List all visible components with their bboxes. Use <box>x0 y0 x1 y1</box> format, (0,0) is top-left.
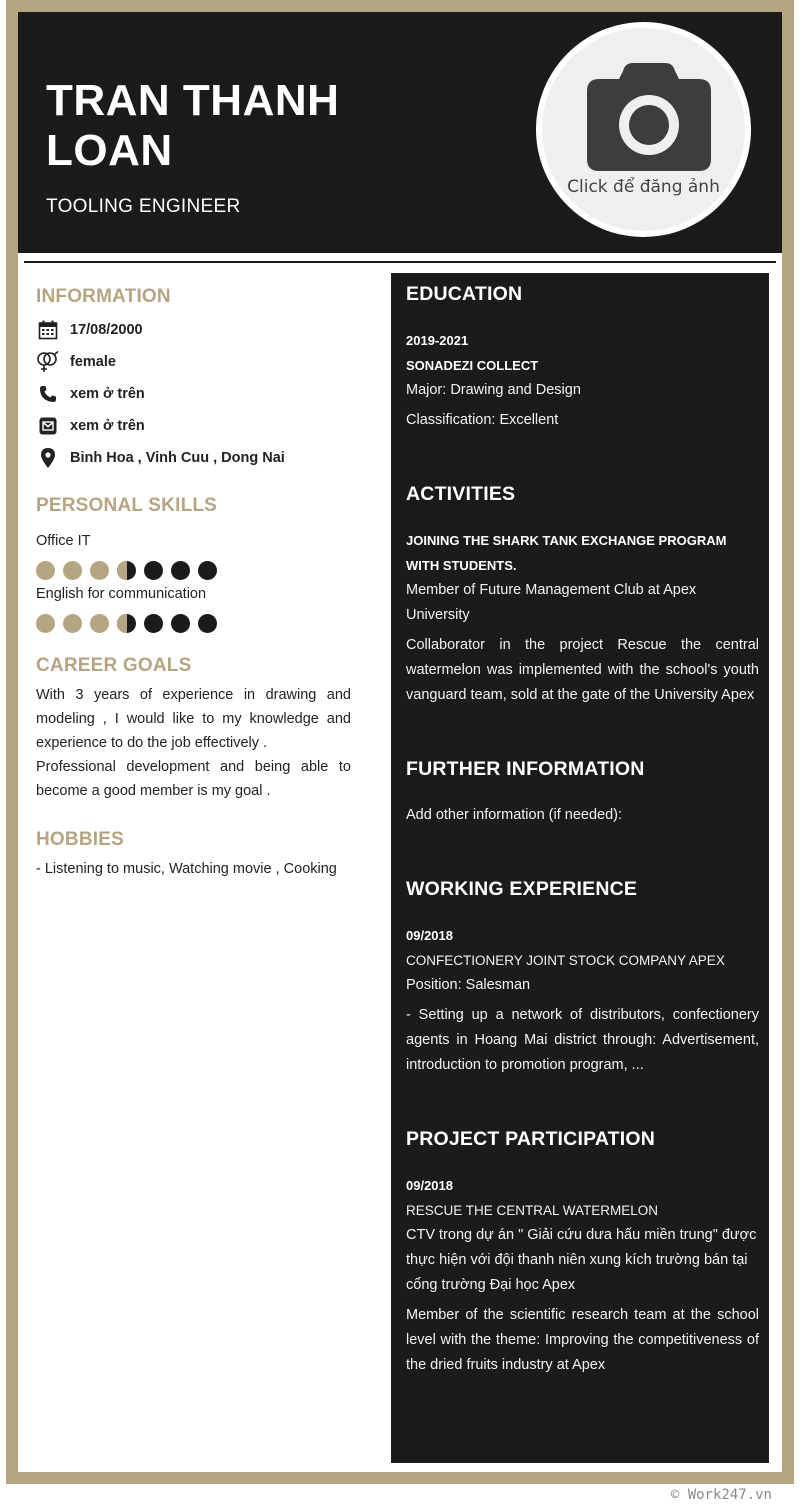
project-description: CTV trong dự án " Giải cứu dưa hấu miền trung" được thực hiện với đội thanh niên xung kích trường bán tại cổng trường Đại học Apex <box>406 1227 757 1293</box>
rating-dot <box>63 561 82 580</box>
rating-dot <box>171 561 190 580</box>
email-value[interactable]: xem ở trên <box>70 418 145 434</box>
rating-dot <box>36 614 55 633</box>
rating-dot <box>144 614 163 633</box>
avatar-upload-label[interactable]: Click để đăng ảnh <box>567 177 720 197</box>
further-info-text[interactable]: Add other information (if needed): <box>406 807 623 823</box>
career-goal-line: Professional development and being able to become a good member is my goal . <box>36 759 351 799</box>
project-name: RESCUE THE CENTRAL WATERMELON <box>406 1203 659 1218</box>
hobbies-text[interactable]: - Listening to music, Watching movie , Cooking <box>36 861 337 877</box>
education-major: Major: Drawing and Design <box>406 382 581 398</box>
information-heading: INFORMATION <box>36 286 171 307</box>
info-birthday <box>36 314 351 346</box>
skill-item <box>36 586 351 633</box>
skill-item <box>36 533 351 580</box>
gender-icon <box>36 351 60 373</box>
hobbies-heading: HOBBIES <box>36 829 124 850</box>
header-divider <box>24 261 776 263</box>
project-entry[interactable] <box>406 1173 759 1378</box>
phone-value[interactable]: xem ở trên <box>70 386 145 402</box>
activities-heading: ACTIVITIES <box>406 483 516 505</box>
education-heading: EDUCATION <box>406 283 523 305</box>
activity-line: Collaborator in the project Rescue the central watermelon was implemented with the school's youth vanguard team, sold at the gate of the University Apex <box>406 637 759 703</box>
info-phone <box>36 378 351 410</box>
project-description: Member of the scientific research team at the school level with the theme: Improving the competitiveness of the dried fruits industry at Apex <box>406 1307 759 1373</box>
career-goal-line: With 3 years of experience in drawing and modeling , I would like to my knowledge and experience to do the job effectively . <box>36 687 351 751</box>
left-column <box>36 286 351 881</box>
rating-dot <box>198 561 217 580</box>
work-description: - Setting up a network of distributors, confectionery agents in Hoang Mai district through: Advertisement, introduction to promotion program, ... <box>406 1007 759 1073</box>
info-gender <box>36 346 351 378</box>
rating-dot <box>117 614 136 633</box>
location-icon <box>36 447 60 469</box>
activity-line: Member of Future Management Club at Apex University <box>406 582 697 623</box>
rating-dot <box>63 614 82 633</box>
rating-dot <box>36 561 55 580</box>
education-entry[interactable] <box>406 328 759 433</box>
gender-value[interactable]: female <box>70 354 116 370</box>
work-position: Position: Salesman <box>406 977 531 993</box>
birthday-value[interactable]: 17/08/2000 <box>70 322 143 338</box>
rating-dot <box>171 614 190 633</box>
address-value[interactable]: Binh Hoa , Vinh Cuu , Dong Nai <box>70 450 285 466</box>
information-list <box>36 314 351 474</box>
rating-dot <box>144 561 163 580</box>
skills-heading: PERSONAL SKILLS <box>36 495 218 516</box>
calendar-icon <box>36 319 60 341</box>
job-title[interactable]: TOOLING ENGINEER <box>46 196 241 217</box>
rating-dot <box>90 614 109 633</box>
skill-rating[interactable] <box>36 561 351 580</box>
avatar-upload[interactable] <box>536 22 751 237</box>
rating-dot <box>117 561 136 580</box>
education-period: 2019-2021 <box>406 333 469 348</box>
education-school: SONADEZI COLLECT <box>406 358 539 373</box>
phone-icon <box>36 383 60 405</box>
work-entry[interactable] <box>406 923 759 1078</box>
work-date: 09/2018 <box>406 928 453 943</box>
project-heading: PROJECT PARTICIPATION <box>406 1128 656 1150</box>
avatar-placeholder[interactable] <box>542 28 745 231</box>
info-email <box>36 410 351 442</box>
right-column <box>391 273 769 1463</box>
skill-name[interactable]: English for communication <box>36 586 207 602</box>
footer-watermark: © Work247.vn <box>670 1487 772 1503</box>
skill-rating[interactable] <box>36 614 351 633</box>
work-heading: WORKING EXPERIENCE <box>406 878 638 900</box>
career-heading: CAREER GOALS <box>36 655 192 676</box>
further-info-heading: FURTHER INFORMATION <box>406 758 645 780</box>
activities-entry[interactable] <box>406 528 759 708</box>
camera-icon <box>587 63 711 171</box>
email-icon <box>36 415 60 437</box>
rating-dot <box>198 614 217 633</box>
project-date: 09/2018 <box>406 1178 453 1193</box>
skill-name[interactable]: Office IT <box>36 533 91 549</box>
candidate-name[interactable]: TRAN THANH LOAN <box>46 76 340 175</box>
education-classification: Classification: Excellent <box>406 412 559 428</box>
info-address <box>36 442 351 474</box>
career-goals-text[interactable] <box>36 683 351 803</box>
activity-title: JOINING THE SHARK TANK EXCHANGE PROGRAM WITH STUDENTS. <box>406 533 727 573</box>
work-company: CONFECTIONERY JOINT STOCK COMPANY APEX <box>406 953 725 968</box>
rating-dot <box>90 561 109 580</box>
